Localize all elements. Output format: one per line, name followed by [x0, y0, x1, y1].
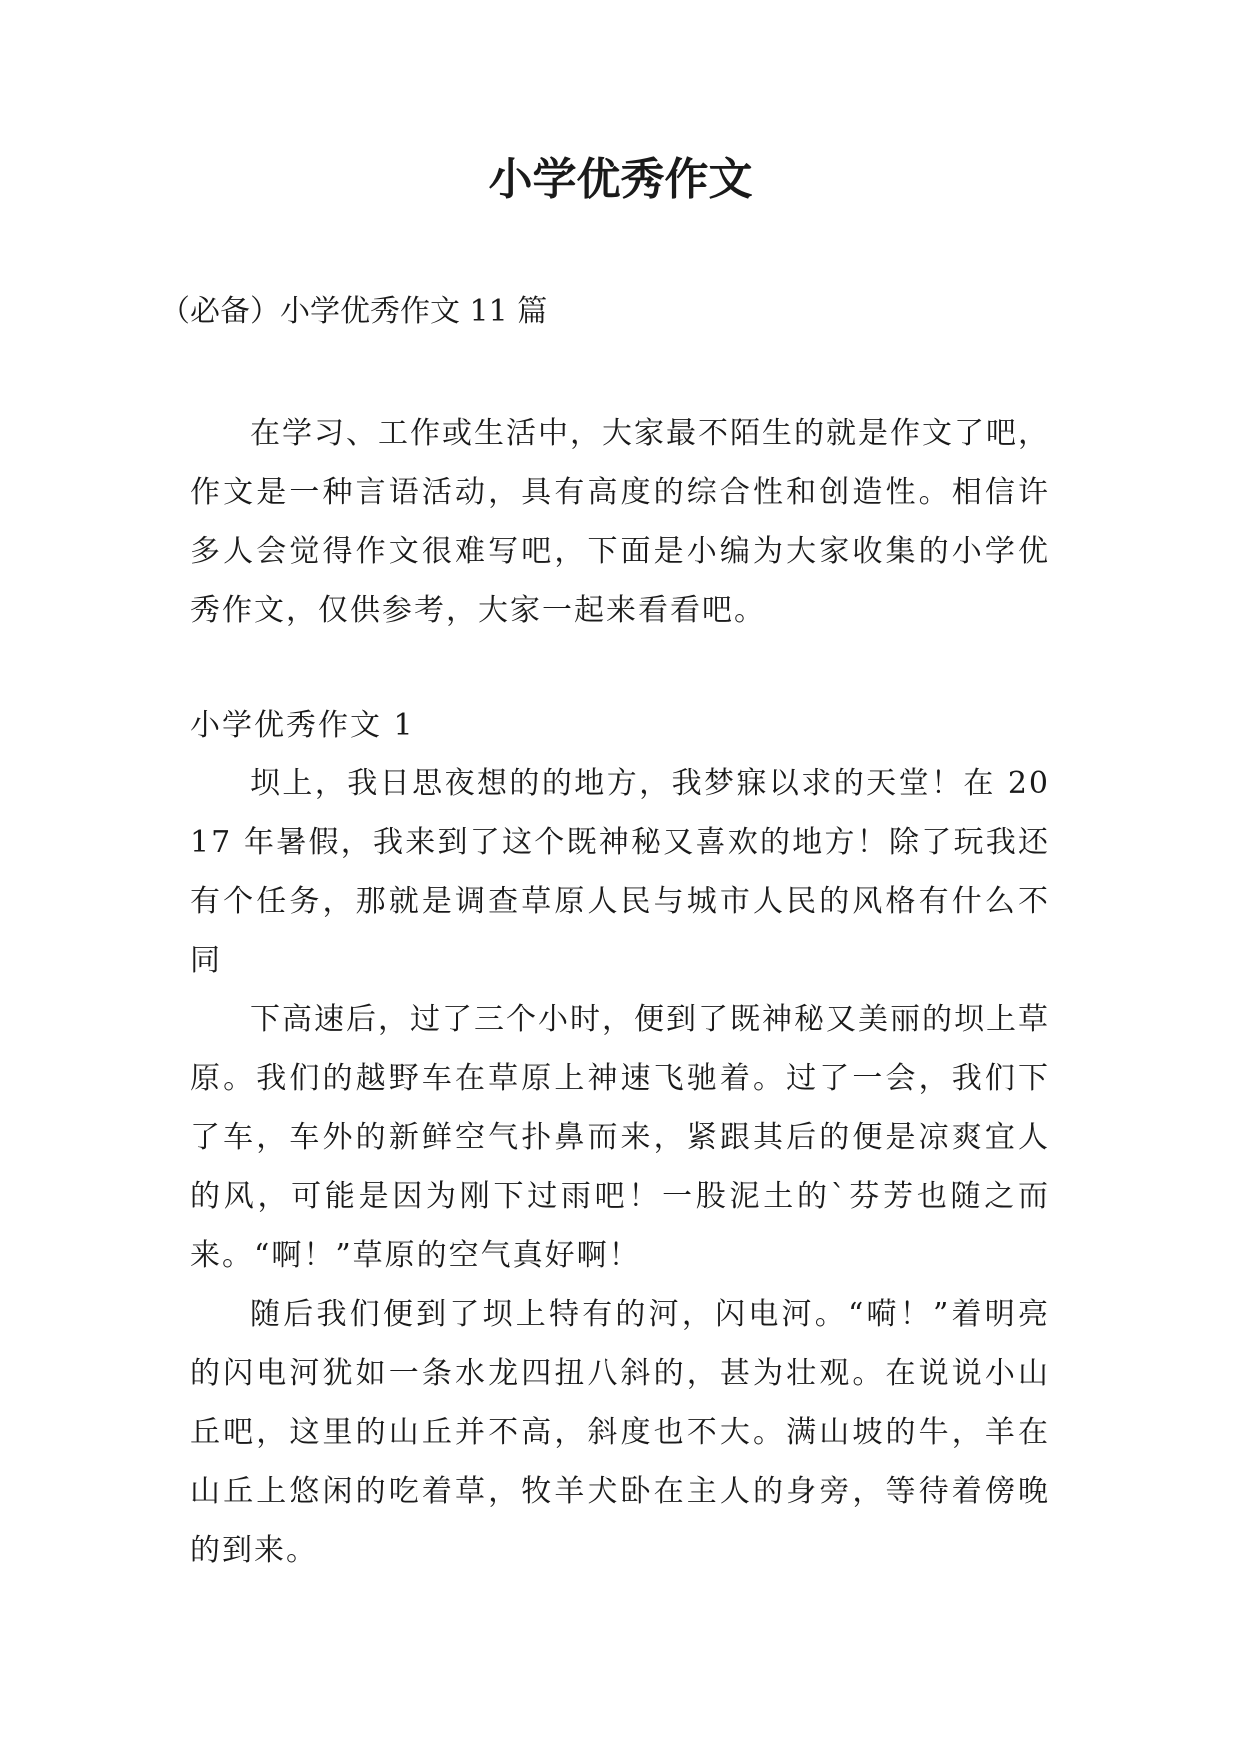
document-title: 小学优秀作文: [488, 154, 753, 205]
document-subtitle: （必备）小学优秀作文 11 篇: [160, 294, 548, 329]
essay-paragraph-2: 下高速后，过了三个小时，便到了既神秘又美丽的坝上草原。我们的越野车在草原上神速飞驰着。过了一会，我们下了车，车外的新鲜空气扑鼻而来，紧跟其后的便是凉爽宜人的风，可能是因为刚下过雨吧！一股泥土的`芬芳也随之而来。“啊！”草原的空气真好啊！: [190, 1002, 1050, 1273]
section-title: 小学优秀作文 1: [190, 708, 415, 743]
intro-block: [190, 404, 1050, 640]
intro-paragraph: 在学习、工作或生活中，大家最不陌生的就是作文了吧，作文是一种言语活动，具有高度的综合性和创造性。相信许多人会觉得作文很难写吧，下面是小编为大家收集的小学优秀作文，仅供参考，大家一起来看看吧。: [190, 416, 1050, 628]
essay-body: [190, 754, 1050, 1580]
essay-paragraph-1: 坝上，我日思夜想的的地方，我梦寐以求的天堂！在 2017 年暑假，我来到了这个既神秘又喜欢的地方！除了玩我还有个任务，那就是调查草原人民与城市人民的风格有什么不同: [190, 766, 1050, 978]
essay-paragraph-3: 随后我们便到了坝上特有的河，闪电河。“嗬！”着明亮的闪电河犹如一条水龙四扭八斜的，甚为壮观。在说说小山丘吧，这里的山丘并不高，斜度也不大。满山坡的牛，羊在山丘上悠闲的吃着草，牧羊犬卧在主人的身旁，等待着傍晚的到来。: [190, 1297, 1050, 1568]
